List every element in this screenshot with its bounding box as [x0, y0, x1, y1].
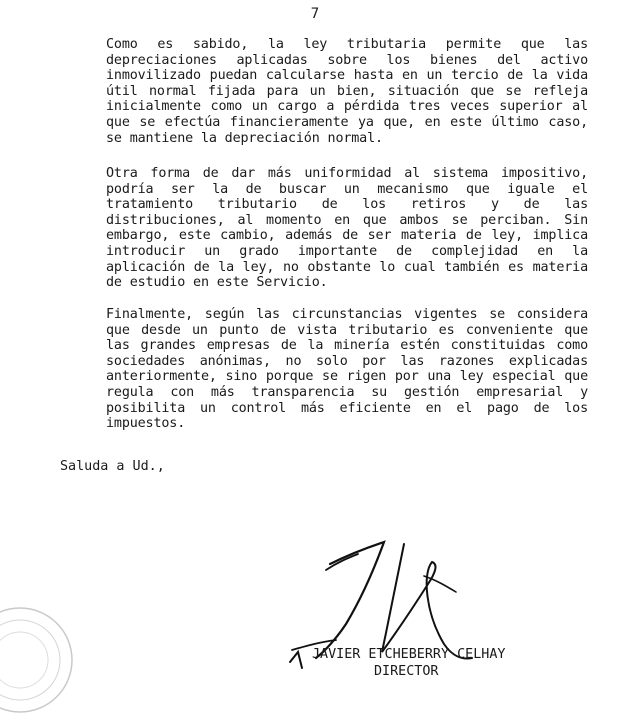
text-line: que desde un punto de vista tributario es conveniente que: [106, 322, 588, 338]
text-line: útil normal fijada para un bien, situación que se refleja: [106, 83, 588, 99]
signer-name: JAVIER ETCHEBERRY CELHAY: [312, 647, 506, 662]
text-line: regula con más transparencia su gestión empresarial y: [106, 384, 588, 400]
text-line: Como es sabido, la ley tributaria permite que las: [106, 37, 588, 52]
text-line: sociedades anónimas, no solo por las razones explicadas: [106, 353, 588, 369]
text-line: aplicación de la ley, no obstante lo cual también es materia: [106, 259, 588, 275]
text-line: distribuciones, al momento en que ambos se perciban. Sin: [106, 212, 588, 228]
text-line: de estudio en este Servicio.: [106, 275, 328, 291]
text-line: introducir un grado importante de complejidad en la: [106, 243, 588, 259]
text-line: depreciaciones aplicadas sobre los bienes del activo: [106, 52, 588, 68]
text-line: tratamiento tributario de los retiros y de las: [106, 197, 588, 213]
text-line: impuestos.: [106, 416, 186, 432]
paragraph-uniformity: [106, 166, 588, 291]
paragraph-depreciation: [106, 37, 588, 146]
official-seal-icon: [0, 600, 80, 720]
text-line: embargo, este cambio, además de ser materia de ley, implica: [106, 228, 588, 244]
text-line: Otra forma de dar más uniformidad al sistema impositivo,: [106, 166, 588, 181]
text-line: podría ser la de buscar un mecanismo que iguale el: [106, 181, 588, 197]
text-line: inmovilizado puedan calcularse hasta en un tercio de la vida: [106, 68, 588, 84]
text-line: posibilita un control más eficiente en el pago de los: [106, 400, 588, 416]
text-line: se mantiene la depreciación normal.: [106, 130, 383, 146]
text-line: las grandes empresas de la minería estén constituidas como: [106, 338, 588, 354]
signer-title: DIRECTOR: [374, 664, 439, 679]
paragraph-mining: [106, 307, 588, 432]
text-line: Finalmente, según las circunstancias vigentes se considera: [106, 307, 588, 322]
closing-salutation: Saluda a Ud.,: [60, 459, 165, 474]
text-line: que se efectúa financieramente ya que, en este último caso,: [106, 114, 588, 130]
page-number: 7: [310, 6, 320, 22]
text-line: anteriormente, sino porque se rigen por una ley especial que: [106, 369, 588, 385]
text-line: inicialmente como un cargo a pérdida tres veces superior al: [106, 99, 588, 115]
